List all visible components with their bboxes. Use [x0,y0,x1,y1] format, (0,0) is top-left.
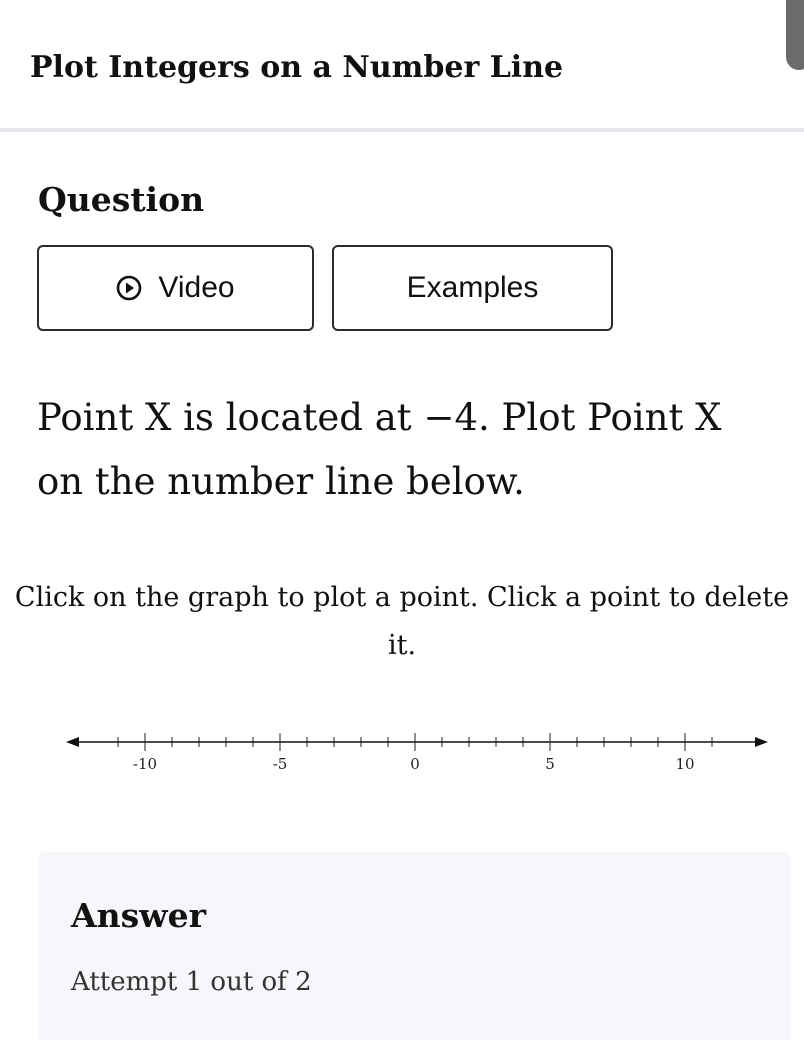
number-line-graph[interactable] [0,710,804,790]
video-button-label: Video [158,271,235,304]
video-button[interactable] [37,245,314,331]
number-line-axis [66,737,768,747]
header-divider [0,128,804,132]
tick-label: -5 [272,755,288,773]
page-title: Plot Integers on a Number Line [30,50,564,85]
examples-button[interactable] [332,245,613,331]
right-arrow-icon [755,737,768,747]
answer-panel [38,852,790,1040]
play-circle-icon [116,275,142,301]
tick-label: 10 [675,755,695,773]
graph-instructions: Click on the graph to plot a point. Click a point to delete it. [14,582,790,661]
question-heading: Question [38,180,205,219]
examples-button-label: Examples [406,271,539,304]
scrollbar-handle[interactable] [786,0,804,70]
attempt-counter: Attempt 1 out of 2 [71,967,312,997]
answer-heading: Answer [71,896,206,935]
left-arrow-icon [66,737,79,747]
page-header [0,0,804,130]
tick-label: -10 [132,755,158,773]
problem-text: Point X is located at −4. Plot Point X on the number line below. [37,396,722,503]
number-line-tick-labels [133,755,695,773]
tick-label: 5 [545,755,555,773]
tick-label: 0 [410,755,420,773]
